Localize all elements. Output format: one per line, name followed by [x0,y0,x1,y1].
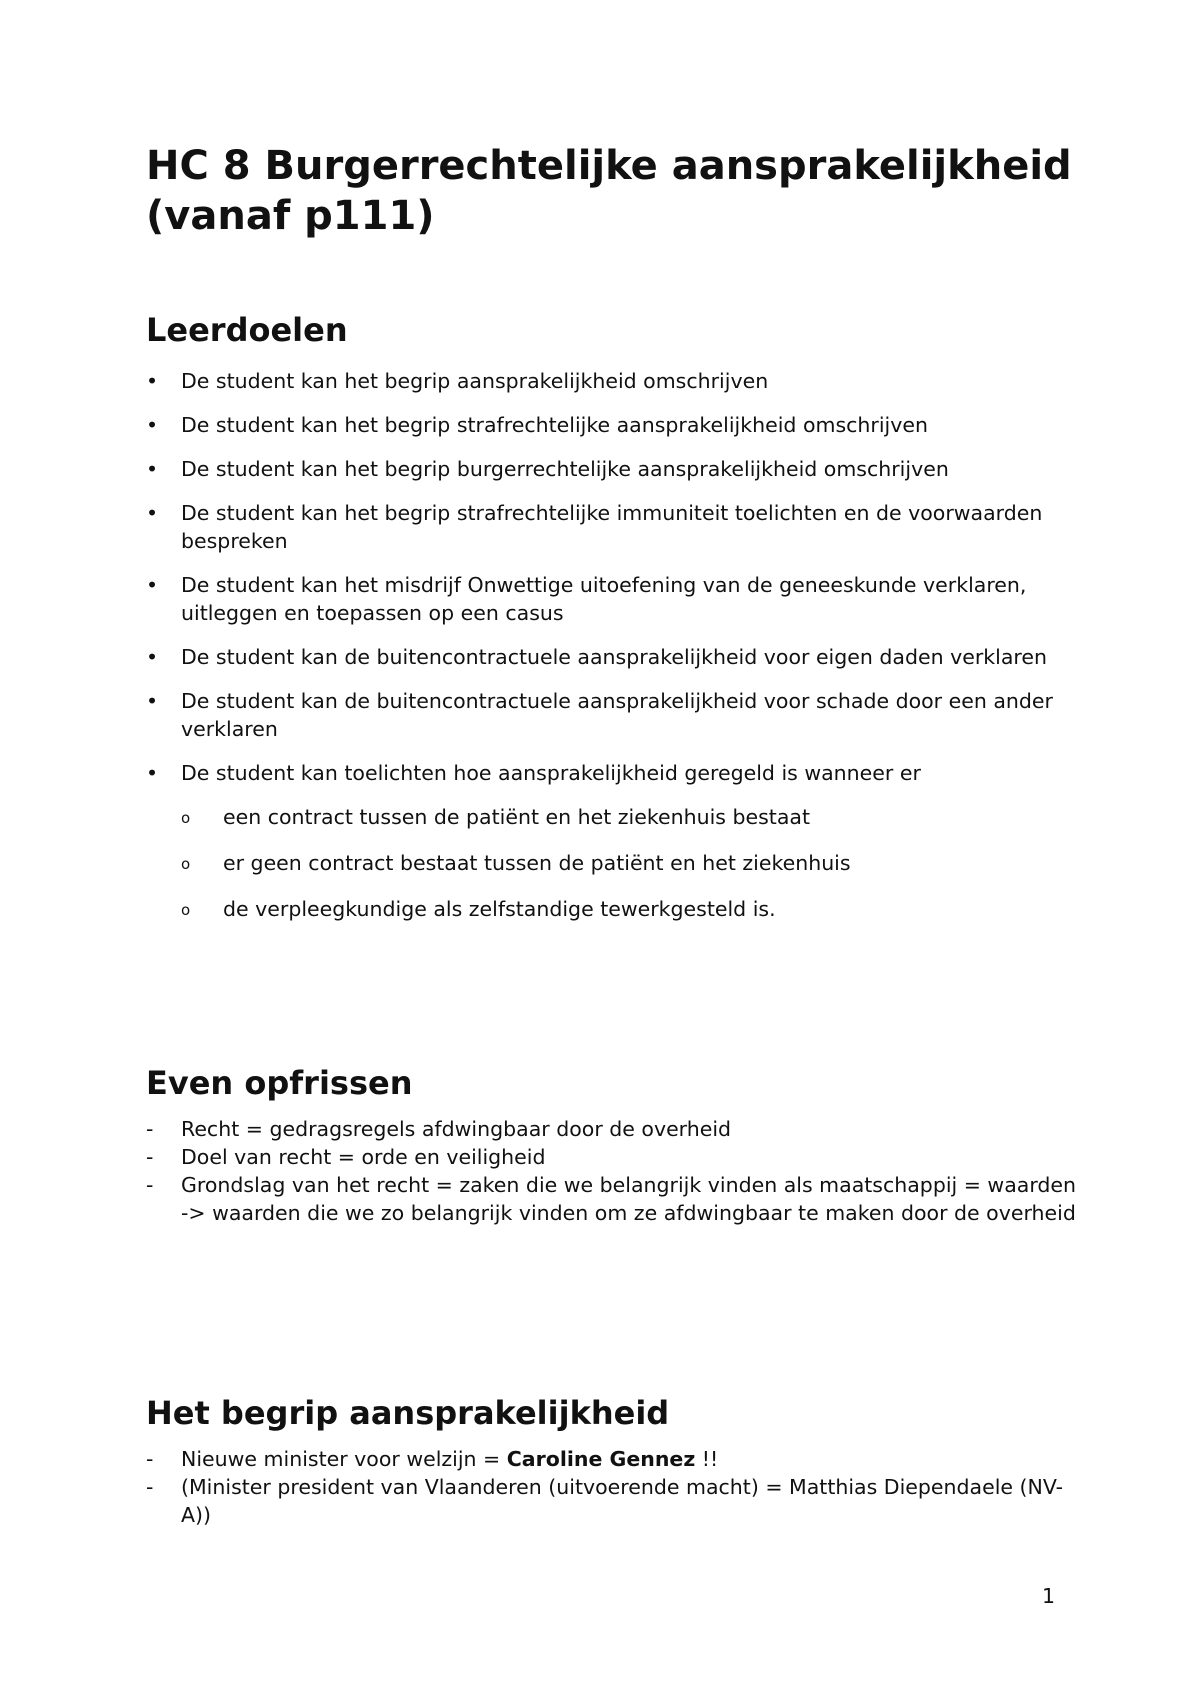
section-heading-opfrissen: Even opfrissen [146,1064,413,1102]
list-item: • De student kan toelichten hoe aansprakelijkheid geregeld is wanneer er o een contract tussen de patiënt en het ziekenhuis bestaat o er geen contract bestaat tussen de patiënt en het ziekenhuis o de verpleegkundige als zelfstandige tewerkgesteld is. [146,759,1076,923]
bullet-marker: • [146,573,159,597]
sub-list-item: o er geen contract bestaat tussen de patiënt en het ziekenhuis [181,849,1076,877]
list-item: • De student kan de buitencontractuele aansprakelijkheid voor eigen daden verklaren [146,645,1047,669]
bullet-marker: • [146,761,159,785]
dash-marker: - [146,1447,154,1471]
opfrissen-list [146,1115,1076,1227]
dash-marker: - [146,1117,154,1141]
list-item: - (Minister president van Vlaanderen (uitvoerende macht) = Matthias Diependaele (NV-A)) [146,1475,1064,1527]
leerdoelen-list [146,367,1076,941]
begrip-list [146,1445,1076,1529]
sub-list-item: o de verpleegkundige als zelfstandige tewerkgesteld is. [181,895,1076,923]
bullet-marker: • [146,457,159,481]
list-item: • De student kan het begrip strafrechtelijke aansprakelijkheid omschrijven [146,413,928,437]
list-item: • De student kan het begrip burgerrechtelijke aansprakelijkheid omschrijven [146,457,949,481]
sub-list-item: o een contract tussen de patiënt en het ziekenhuis bestaat [181,803,1076,831]
dash-marker: - [146,1173,154,1197]
sub-list [181,803,1076,923]
list-item: • De student kan het begrip aansprakelijkheid omschrijven [146,369,769,393]
bullet-marker: • [146,369,159,393]
bullet-marker: • [146,645,159,669]
section-heading-leerdoelen: Leerdoelen [146,311,348,349]
bullet-marker: • [146,413,159,437]
sub-bullet-marker: o [181,855,191,873]
minister-name: Caroline Gennez [506,1447,696,1471]
bullet-marker: • [146,501,159,525]
dash-marker: - [146,1145,154,1169]
continuation-text: -> waarden die we zo belangrijk vinden om ze afdwingbaar te maken door de overheid [181,1201,1076,1225]
sub-bullet-marker: o [181,901,191,919]
dash-marker: - [146,1475,154,1499]
section-heading-begrip: Het begrip aansprakelijkheid [146,1394,670,1432]
sub-bullet-marker: o [181,809,191,827]
list-item: - Recht = gedragsregels afdwingbaar door de overheid [146,1117,732,1141]
document-title: HC 8 Burgerrechtelijke aansprakelijkheid (vanaf p111) [146,143,1072,239]
list-item: • De student kan het misdrijf Onwettige uitoefening van de geneeskunde verklaren, uitleggen en toepassen op een casus [146,573,1027,625]
list-item: - Nieuwe minister voor welzijn = Caroline Gennez !! [146,1447,719,1471]
list-item: • De student kan het begrip strafrechtelijke immuniteit toelichten en de voorwaarden bespreken [146,501,1043,553]
list-item: - Grondslag van het recht = zaken die we belangrijk vinden als maatschappij = waarden -> waarden die we zo belangrijk vinden om ze afdwingbaar te maken door de overheid [146,1173,1077,1225]
list-item: • De student kan de buitencontractuele aansprakelijkheid voor schade door een ander verklaren [146,689,1053,741]
page-number: 1 [1042,1584,1056,1608]
list-item: - Doel van recht = orde en veiligheid [146,1145,546,1169]
bullet-marker: • [146,689,159,713]
